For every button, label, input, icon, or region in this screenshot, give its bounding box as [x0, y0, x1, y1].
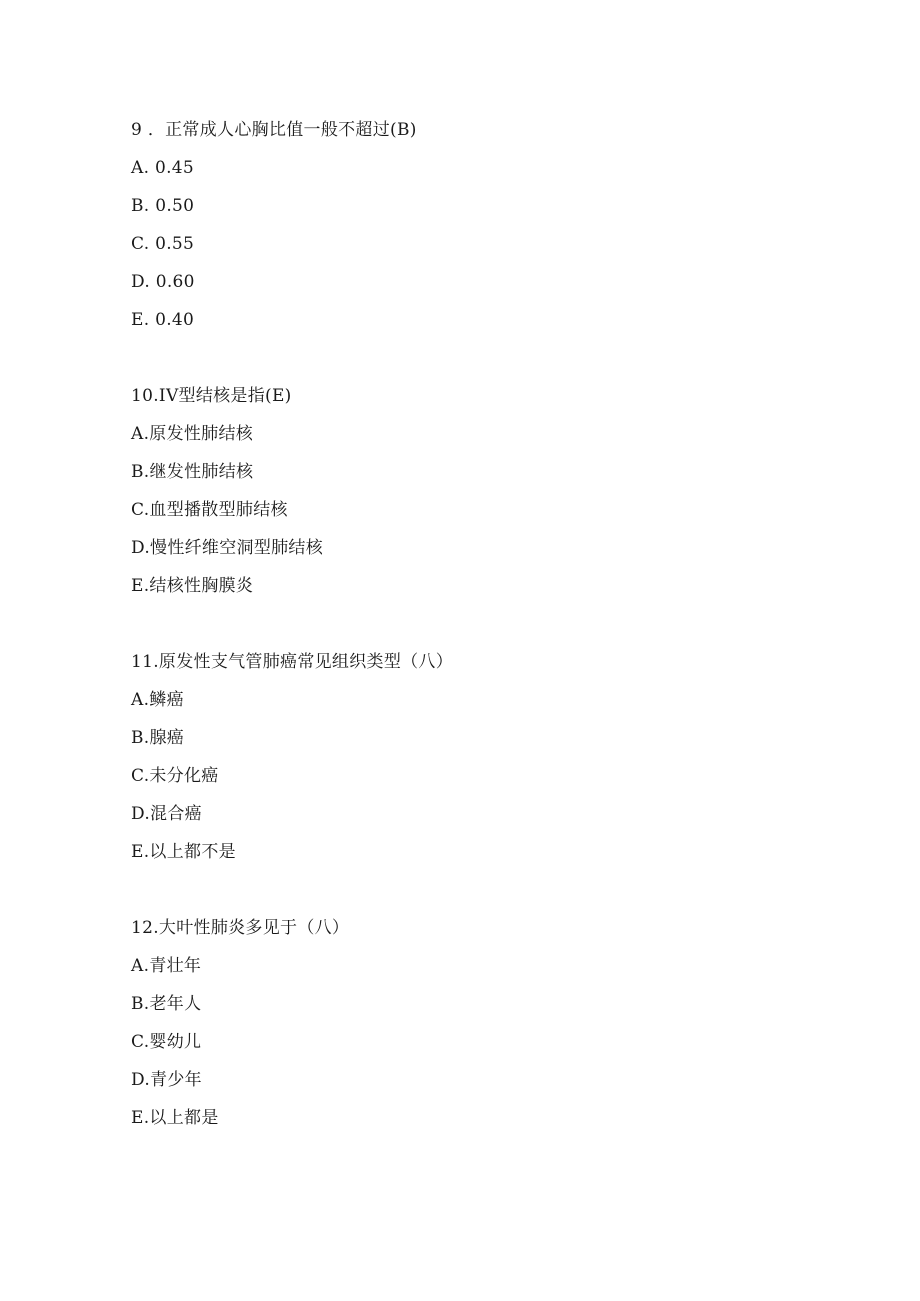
question-stem: 11.原发性支气管肺癌常见组织类型（八） [131, 652, 454, 672]
option-a: A.原发性肺结核 [131, 424, 254, 444]
option-b: B.老年人 [131, 994, 202, 1014]
option-b: B.继发性肺结核 [131, 462, 254, 482]
option-e: E.以上都是 [131, 1108, 219, 1128]
question-10 [131, 383, 871, 611]
option-a: A. 0.45 [131, 158, 195, 178]
option-d: D.混合癌 [131, 804, 202, 824]
option-e: E.结核性胸膜炎 [131, 576, 254, 596]
option-e: E. 0.40 [131, 310, 195, 330]
option-c: C.血型播散型肺结核 [131, 500, 288, 520]
option-e: E.以上都不是 [131, 842, 236, 862]
question-11 [131, 649, 871, 877]
question-stem: 9 ．正常成人心胸比值一般不超过(B) [131, 120, 417, 140]
question-list [131, 117, 871, 1181]
option-d: D.青少年 [131, 1070, 202, 1090]
option-c: C.婴幼儿 [131, 1032, 202, 1052]
option-a: A.青壮年 [131, 956, 202, 976]
option-b: B.腺癌 [131, 728, 185, 748]
question-9 [131, 117, 871, 345]
option-c: C.未分化癌 [131, 766, 219, 786]
option-c: C. 0.55 [131, 234, 195, 254]
question-stem: 12.大叶性肺炎多见于（八） [131, 918, 350, 938]
question-stem: 10.IV型结核是指(E) [131, 386, 292, 406]
option-d: D. 0.60 [131, 272, 195, 292]
option-a: A.鳞癌 [131, 690, 184, 710]
option-b: B. 0.50 [131, 196, 195, 216]
question-12 [131, 915, 871, 1143]
option-d: D.慢性纤维空洞型肺结核 [131, 538, 324, 558]
